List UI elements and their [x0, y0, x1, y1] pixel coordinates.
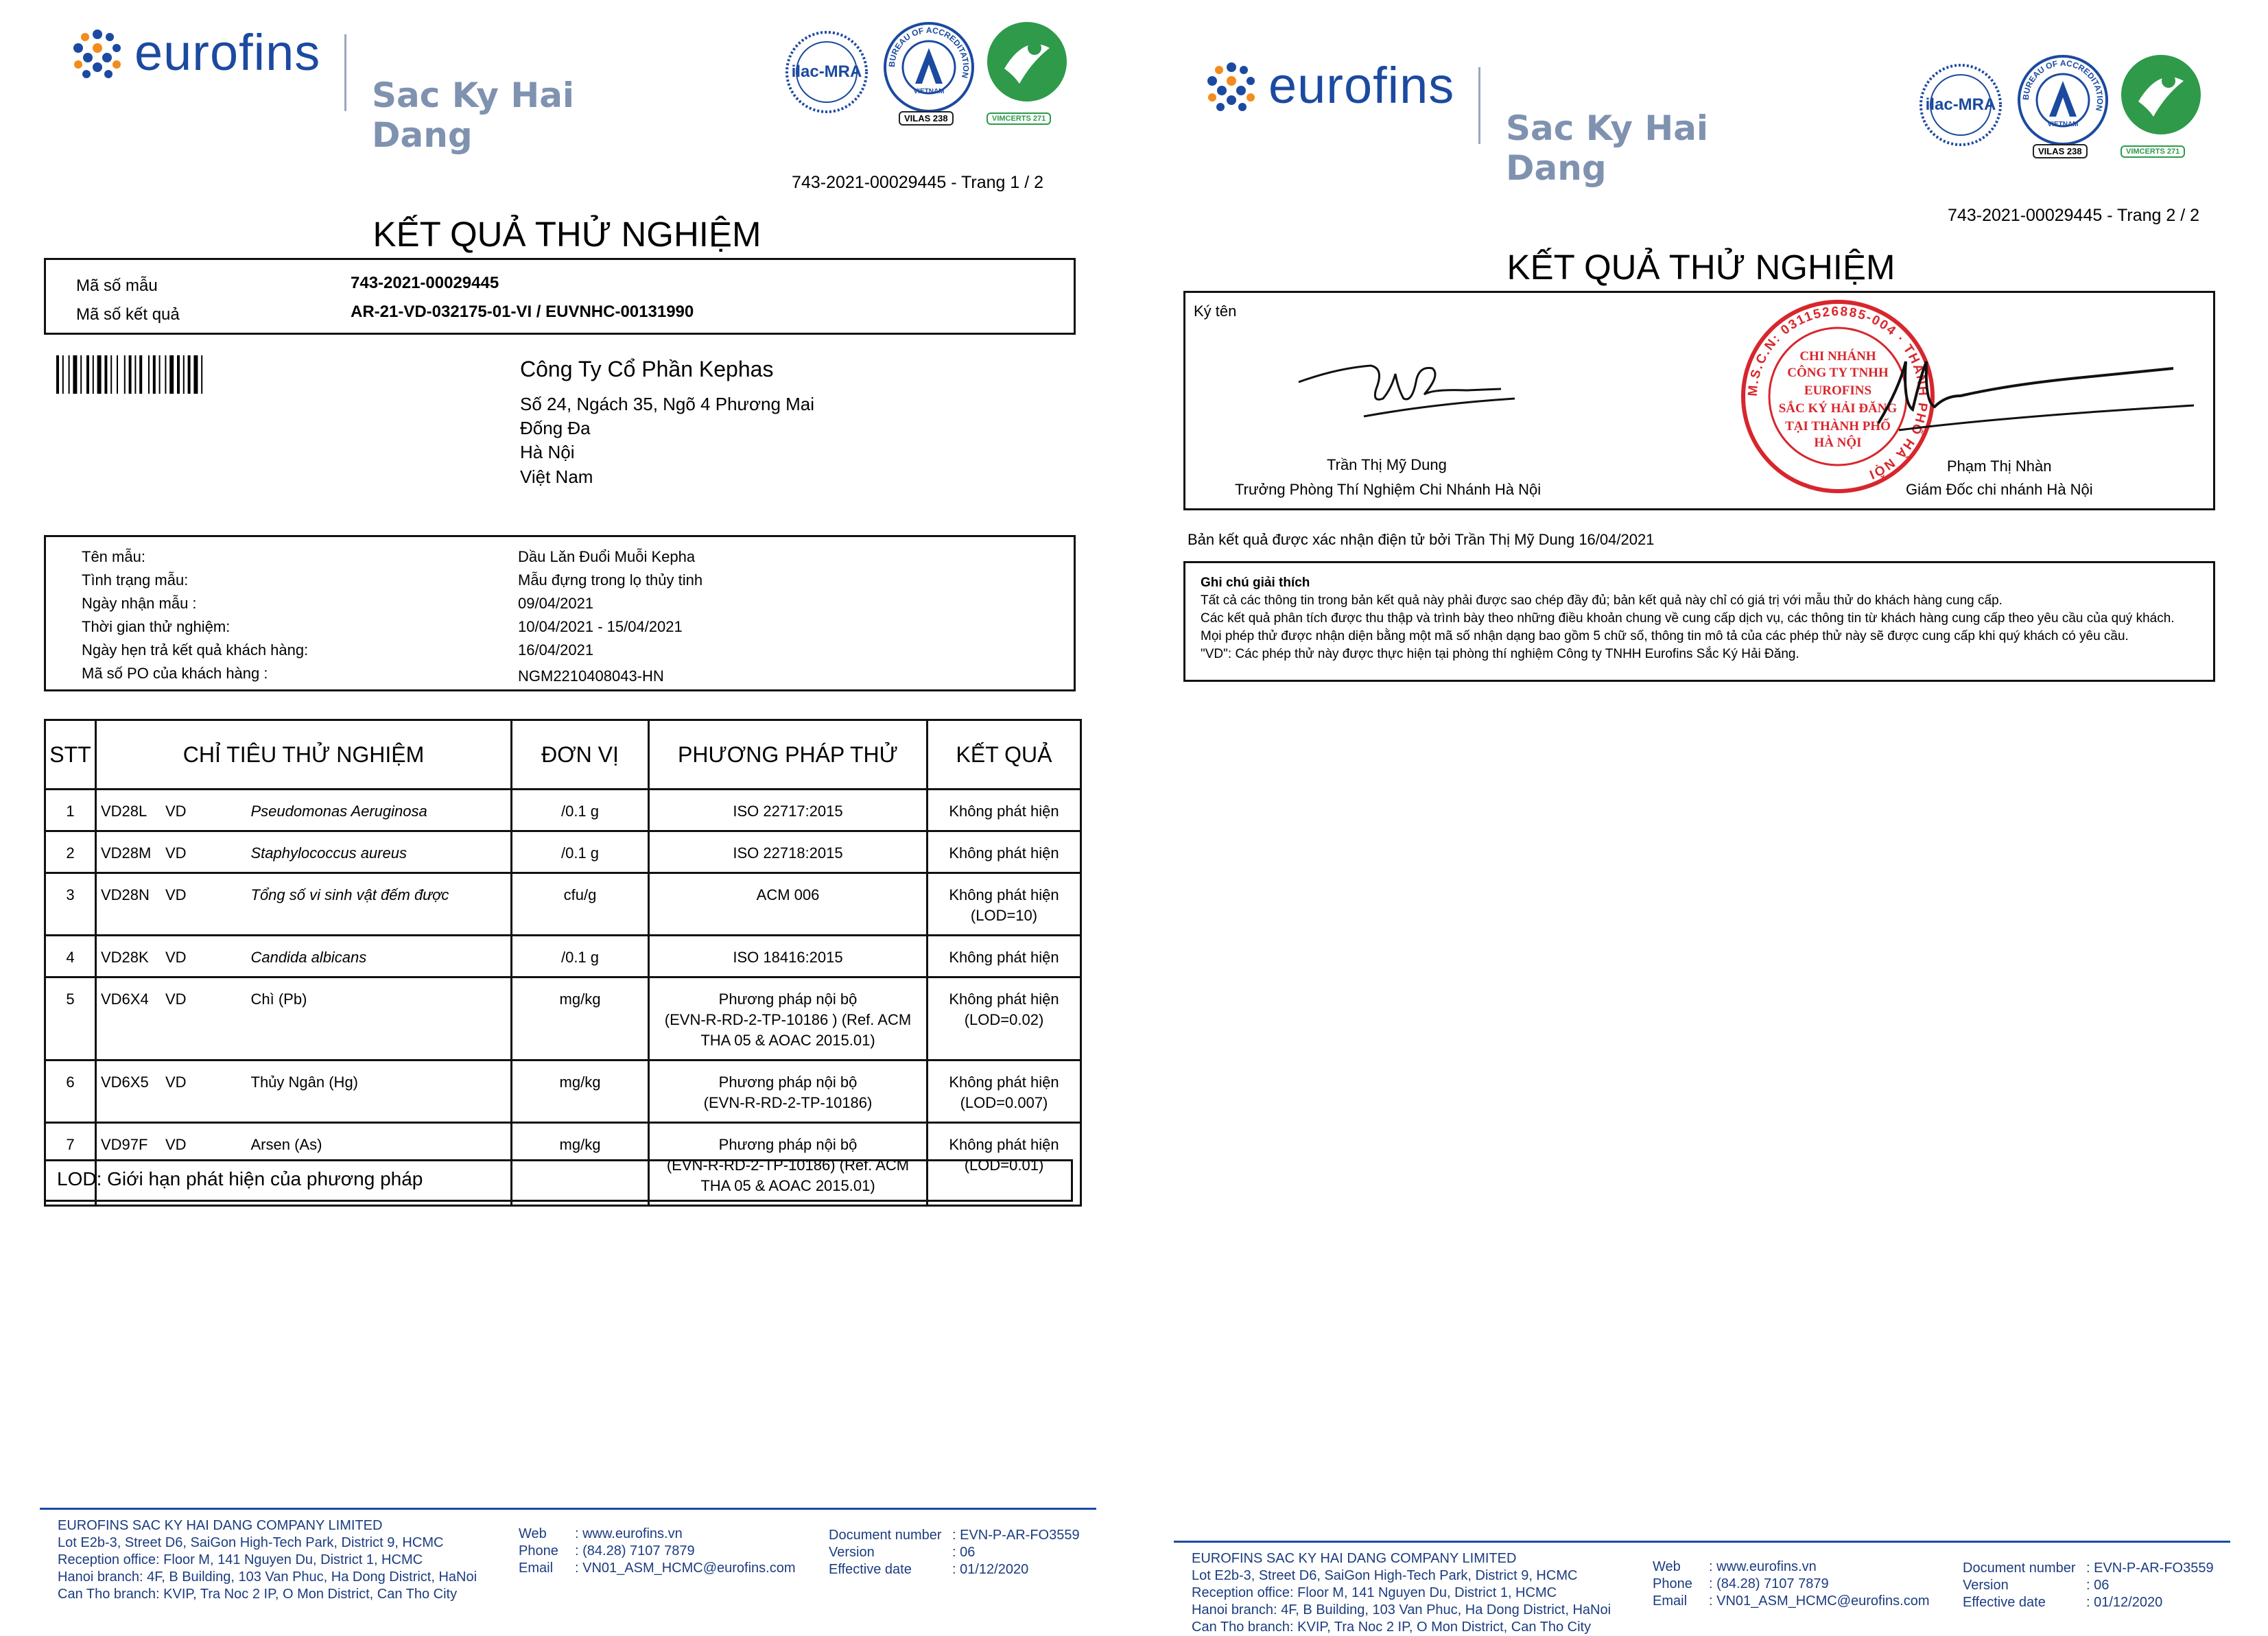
explanatory-notes [1183, 561, 2215, 682]
sample-info-value: Mẫu đựng trong lọ thủy tinh [518, 571, 703, 589]
test-method: Phương pháp nội bộ (EVN-R-RD-2-TP-10186 ) (Ref. ACM THA 05 & AOAC 2015.01) [649, 977, 928, 1060]
test-code-cell [96, 1060, 247, 1123]
footer-web-link[interactable]: : www.eurofins.vn [575, 1526, 683, 1541]
test-unit: /0.1 g [512, 936, 649, 977]
bureau-ring-text: BUREAU OF ACCREDITATION [2020, 58, 2105, 112]
eurofins-dots-icon [70, 27, 125, 82]
test-parameter: Pseudomonas Aeruginosa [247, 790, 512, 831]
bureau-accreditation-icon [2016, 54, 2110, 147]
footer-address: Lot E2b-3, Street D6, SaiGon High-Tech Park, District 9, HCMC [58, 1535, 444, 1550]
test-code-cell [96, 831, 247, 873]
footer-address: Reception office: Floor M, 141 Nguyen Du, District 1, HCMC [58, 1552, 423, 1567]
result-code-label: Mã số kết quả [76, 305, 180, 324]
lab-code: VD [165, 1074, 187, 1091]
col-header-unit: ĐƠN VỊ [512, 720, 649, 790]
test-unit: mg/kg [512, 1123, 649, 1206]
test-parameter: Tổng số vi sinh vật đếm được [247, 873, 512, 936]
signer-1-title: Trưởng Phòng Thí Nghiệm Chi Nhánh Hà Nội [1235, 481, 1541, 498]
test-parameter: Thủy Ngân (Hg) [247, 1060, 512, 1123]
vimcerts-badge [984, 21, 1070, 123]
client-address-line: Đống Đa [520, 418, 591, 438]
eurofins-logo [70, 23, 619, 155]
signer-1-name: Trần Thị Mỹ Dung [1327, 456, 1447, 473]
lab-code: VD [165, 803, 187, 820]
sample-code-value: 743-2021-00029445 [351, 274, 499, 292]
footer-effective-label: Effective date [1963, 1595, 2046, 1610]
test-unit: /0.1 g [512, 790, 649, 831]
table-row [45, 831, 1081, 873]
row-number: 2 [45, 831, 96, 873]
test-method: ACM 006 [649, 873, 928, 936]
footer-version-label: Version [829, 1545, 875, 1560]
test-code-cell [96, 936, 247, 977]
vimcerts-badge [2118, 54, 2204, 156]
footer-company-col [1192, 1550, 1611, 1636]
vimcerts-label: VIMCERTS 271 [987, 112, 1051, 125]
sample-code-label: Mã số mẫu [76, 276, 158, 295]
footer-docnum: : EVN-P-AR-FO3559 [952, 1528, 1080, 1543]
report-title: KẾT QUẢ THỬ NGHIỆM [1507, 248, 1895, 287]
page-footer [40, 1508, 1096, 1603]
test-parameter: Candida albicans [247, 936, 512, 977]
table-row [45, 1060, 1081, 1123]
notes-title: Ghi chú giải thích [1201, 576, 1310, 590]
bureau-country-text: VIETNAM [2047, 121, 2079, 128]
footer-effective: : 01/12/2020 [952, 1562, 1029, 1577]
seal-line: EUROFINS [1804, 383, 1872, 398]
report-page-2 [1134, 33, 2268, 1636]
footer-contact-col [519, 1526, 796, 1577]
footer-version: : 06 [952, 1545, 976, 1560]
footer-address: Can Tho branch: KVIP, Tra Noc 2 IP, O Mon District, Can Tho City [1192, 1620, 1592, 1635]
test-code: VD97F [101, 1136, 148, 1153]
footer-address: Lot E2b-3, Street D6, SaiGon High-Tech Park, District 9, HCMC [1192, 1568, 1578, 1583]
results-body [45, 790, 1081, 1206]
footer-company-name: EUROFINS SAC KY HAI DANG COMPANY LIMITED [58, 1518, 383, 1533]
test-code: VD6X4 [101, 991, 149, 1008]
test-unit: mg/kg [512, 977, 649, 1060]
client-address-line: Hà Nội [520, 442, 575, 462]
signer-2-name: Phạm Thị Nhàn [1947, 458, 2052, 475]
row-number: 7 [45, 1123, 96, 1206]
sample-info-label: Mã số PO của khách hàng : [82, 665, 268, 682]
vilas-label: VILAS 238 [2033, 144, 2088, 158]
eurofins-wordmark: eurofins [134, 24, 321, 81]
footer-doc-col [829, 1527, 1080, 1578]
test-code-cell [96, 977, 247, 1060]
table-row [45, 873, 1081, 936]
test-method: Phương pháp nội bộ (EVN-R-RD-2-TP-10186) (Ref. ACM THA 05 & AOAC 2015.01) [649, 1123, 928, 1206]
footer-email-label: Email [1653, 1593, 1688, 1609]
footer-effective: : 01/12/2020 [2086, 1595, 2163, 1610]
row-number: 1 [45, 790, 96, 831]
footer-version-label: Version [1963, 1578, 2009, 1593]
result-code-value: AR-21-VD-032175-01-VI / EUVNHC-00131990 [351, 303, 694, 321]
sample-info-label: Tên mẫu: [82, 548, 145, 565]
test-code: VD28M [101, 844, 152, 862]
footer-rule [1174, 1541, 2230, 1543]
test-unit: cfu/g [512, 873, 649, 936]
test-parameter: Arsen (As) [247, 1123, 512, 1206]
vimcerts-label: VIMCERTS 271 [2121, 145, 2185, 158]
test-method: ISO 18416:2015 [649, 936, 928, 977]
page-footer [1174, 1541, 2230, 1636]
table-row [45, 790, 1081, 831]
test-code-cell [96, 873, 247, 936]
barcode-icon [56, 355, 310, 394]
test-code: VD28L [101, 803, 147, 820]
seal-line: CHI NHÁNH [1799, 349, 1876, 364]
client-address-line: Việt Nam [520, 466, 593, 487]
lab-code: VD [165, 1136, 187, 1153]
sample-info-label: Tình trạng mẫu: [82, 571, 189, 589]
test-code: VD6X5 [101, 1074, 149, 1091]
vilas-label: VILAS 238 [899, 111, 954, 126]
footer-address: Reception office: Floor M, 141 Nguyen Du, District 1, HCMC [1192, 1585, 1557, 1600]
test-method: Phương pháp nội bộ (EVN-R-RD-2-TP-10186) [649, 1060, 928, 1123]
col-header-method: PHƯƠNG PHÁP THỬ [649, 720, 928, 790]
col-header-result: KẾT QUẢ [928, 720, 1081, 790]
row-number: 6 [45, 1060, 96, 1123]
vimcerts-leaf-icon [984, 21, 1070, 110]
eurofins-logo [1204, 56, 1753, 188]
sample-info-value: 16/04/2021 [518, 641, 594, 659]
test-result: Không phát hiện (LOD=0.01) [928, 1123, 1081, 1206]
sample-info-value: 09/04/2021 [518, 595, 594, 612]
footer-address: Can Tho branch: KVIP, Tra Noc 2 IP, O Mon District, Can Tho City [58, 1587, 458, 1602]
company-subname: Sac Ky Hai Dang [372, 75, 575, 155]
client-name: Công Ty Cổ Phần Kephas [520, 357, 774, 381]
footer-version: : 06 [2086, 1578, 2110, 1593]
report-title: KẾT QUẢ THỬ NGHIỆM [373, 215, 761, 254]
seal-line: CÔNG TY TNHH [1787, 366, 1889, 380]
company-subname: Sac Ky Hai Dang [1506, 108, 1709, 188]
table-header-row [45, 720, 1081, 790]
vilas-badge [882, 21, 976, 123]
test-parameter: Chì (Pb) [247, 977, 512, 1060]
col-header-parameter: CHỈ TIÊU THỬ NGHIỆM [96, 720, 512, 790]
footer-rule [40, 1508, 1096, 1510]
test-result: Không phát hiện [928, 790, 1081, 831]
sample-info-box [44, 535, 1076, 691]
footer-web-label: Web [1653, 1559, 1681, 1574]
bureau-accreditation-icon [882, 21, 976, 114]
col-header-stt: STT [45, 720, 96, 790]
test-method: ISO 22717:2015 [649, 790, 928, 831]
vimcerts-leaf-icon [2118, 54, 2204, 143]
ilac-mra-text: ilac-MRA [1925, 95, 1996, 114]
footer-email-label: Email [519, 1561, 554, 1576]
footer-docnum-label: Document number [1963, 1561, 2076, 1576]
row-number: 4 [45, 936, 96, 977]
seal-ring-text: M.S.C.N: 0311526885-004 · THÀNH PHỐ HÀ NỘI [1745, 304, 1930, 482]
footer-company-name: EUROFINS SAC KY HAI DANG COMPANY LIMITED [1192, 1551, 1517, 1566]
row-number: 5 [45, 977, 96, 1060]
footer-contact-col [1653, 1558, 1930, 1610]
sample-info-label: Ngày nhận mẫu : [82, 595, 197, 612]
note-line: "VD": Các phép thử này được thực hiện tại phòng thí nghiệm Công ty TNHH Eurofins Sắc Ký Hải Đăng. [1201, 647, 1799, 661]
note-line: Tất cả các thông tin trong bản kết quả này phải được sao chép đầy đủ; bản kết quả này chỉ có giá trị với mẫu thử do khách hàng cung cấp. [1201, 593, 2003, 608]
sample-info-value: Dầu Lăn Đuổi Muỗi Kepha [518, 548, 696, 565]
seal-line: TẠI THÀNH PHỐ [1785, 419, 1891, 434]
lab-code: VD [165, 991, 187, 1008]
signature-label: Ký tên [1194, 303, 1237, 320]
sample-id-box [44, 258, 1076, 335]
footer-address: Hanoi branch: 4F, B Building, 103 Van Phuc, Ha Dong District, HaNoi [58, 1569, 477, 1585]
test-code: VD28N [101, 886, 150, 903]
sample-info-label: Ngày hẹn trả kết quả khách hàng: [82, 641, 309, 659]
test-code-cell [96, 790, 247, 831]
footer-phone-label: Phone [519, 1543, 558, 1558]
lab-code: VD [165, 886, 187, 903]
accreditation-badges [782, 21, 1077, 137]
test-result: Không phát hiện (LOD=0.02) [928, 977, 1081, 1060]
footer-address: Hanoi branch: 4F, B Building, 103 Van Phuc, Ha Dong District, HaNoi [1192, 1602, 1611, 1617]
ilac-mra-badge-icon [782, 27, 871, 117]
eurofins-wordmark: eurofins [1268, 57, 1455, 114]
lab-code: VD [165, 844, 187, 862]
note-line: Các kết quả phân tích được thu thập và trình bày theo những điều khoản chung về cung cấp dịch vụ, các thông tin từ khách hàng cung cấp theo yêu cầu của quý khách. [1201, 611, 2175, 626]
ilac-mra-badge-icon [1916, 60, 2005, 150]
sample-info-value: 10/04/2021 - 15/04/2021 [518, 618, 683, 635]
page-reference: 743-2021-00029445 - Trang 1 / 2 [792, 173, 1043, 192]
report-page-1 [0, 0, 1134, 1603]
results-table [44, 719, 1082, 1207]
vilas-badge [2016, 54, 2110, 156]
footer-email-link[interactable]: : VN01_ASM_HCMC@eurofins.com [1709, 1593, 1930, 1609]
table-row [45, 936, 1081, 977]
test-result: Không phát hiện (LOD=10) [928, 873, 1081, 936]
test-code: VD28K [101, 949, 149, 966]
test-method: ISO 22718:2015 [649, 831, 928, 873]
table-row [45, 977, 1081, 1060]
lod-note: LOD: Giới hạn phát hiện của phương pháp [44, 1159, 1073, 1202]
signer-2-title: Giám Đốc chi nhánh Hà Nội [1906, 481, 2093, 498]
logo-separator [1478, 67, 1480, 144]
test-result: Không phát hiện [928, 831, 1081, 873]
ilac-mra-text: ilac-MRA [791, 62, 862, 81]
bureau-ring-text: BUREAU OF ACCREDITATION [886, 25, 971, 80]
footer-docnum: : EVN-P-AR-FO3559 [2086, 1561, 2214, 1576]
sample-info-value: NGM2210408043-HN [518, 667, 664, 685]
test-unit: mg/kg [512, 1060, 649, 1123]
test-unit: /0.1 g [512, 831, 649, 873]
signature-box [1183, 291, 2215, 510]
footer-phone-label: Phone [1653, 1576, 1692, 1591]
test-result: Không phát hiện (LOD=0.007) [928, 1060, 1081, 1123]
footer-doc-col [1963, 1560, 2214, 1611]
test-parameter: Staphylococcus aureus [247, 831, 512, 873]
footer-web-label: Web [519, 1526, 547, 1541]
test-result: Không phát hiện [928, 936, 1081, 977]
lab-code: VD [165, 949, 187, 966]
page-reference: 743-2021-00029445 - Trang 2 / 2 [1948, 206, 2199, 225]
accreditation-badges [1916, 54, 2211, 170]
logo-separator [344, 34, 346, 111]
seal-line: HÀ NỘI [1814, 436, 1862, 450]
footer-docnum-label: Document number [829, 1528, 942, 1543]
bureau-country-text: VIETNAM [913, 88, 945, 95]
client-address-line: Số 24, Ngách 35, Ngõ 4 Phương Mai [520, 394, 815, 414]
signature-1-icon [1295, 341, 1528, 423]
electronic-verification: Bản kết quả được xác nhận điện tử bởi Trần Thị Mỹ Dung 16/04/2021 [1188, 531, 1655, 548]
seal-line: SẮC KÝ HẢI ĐĂNG [1778, 401, 1898, 416]
footer-effective-label: Effective date [829, 1562, 912, 1577]
eurofins-dots-icon [1204, 60, 1259, 115]
row-number: 3 [45, 873, 96, 936]
footer-phone: : (84.28) 7107 7879 [1709, 1576, 1829, 1591]
footer-phone: : (84.28) 7107 7879 [575, 1543, 695, 1558]
footer-company-col [58, 1517, 477, 1603]
footer-web-link[interactable]: : www.eurofins.vn [1709, 1559, 1817, 1574]
note-line: Mọi phép thử được nhận diện bằng một mã số nhận dạng bao gồm 5 chữ số, thông tin mô tả của các phép thử này sẽ được cung cấp khi quý khách có yêu cầu. [1201, 629, 2129, 643]
sample-info-label: Thời gian thử nghiệm: [82, 618, 231, 635]
signature-2-icon [1871, 348, 2201, 444]
footer-email-link[interactable]: : VN01_ASM_HCMC@eurofins.com [575, 1561, 796, 1576]
